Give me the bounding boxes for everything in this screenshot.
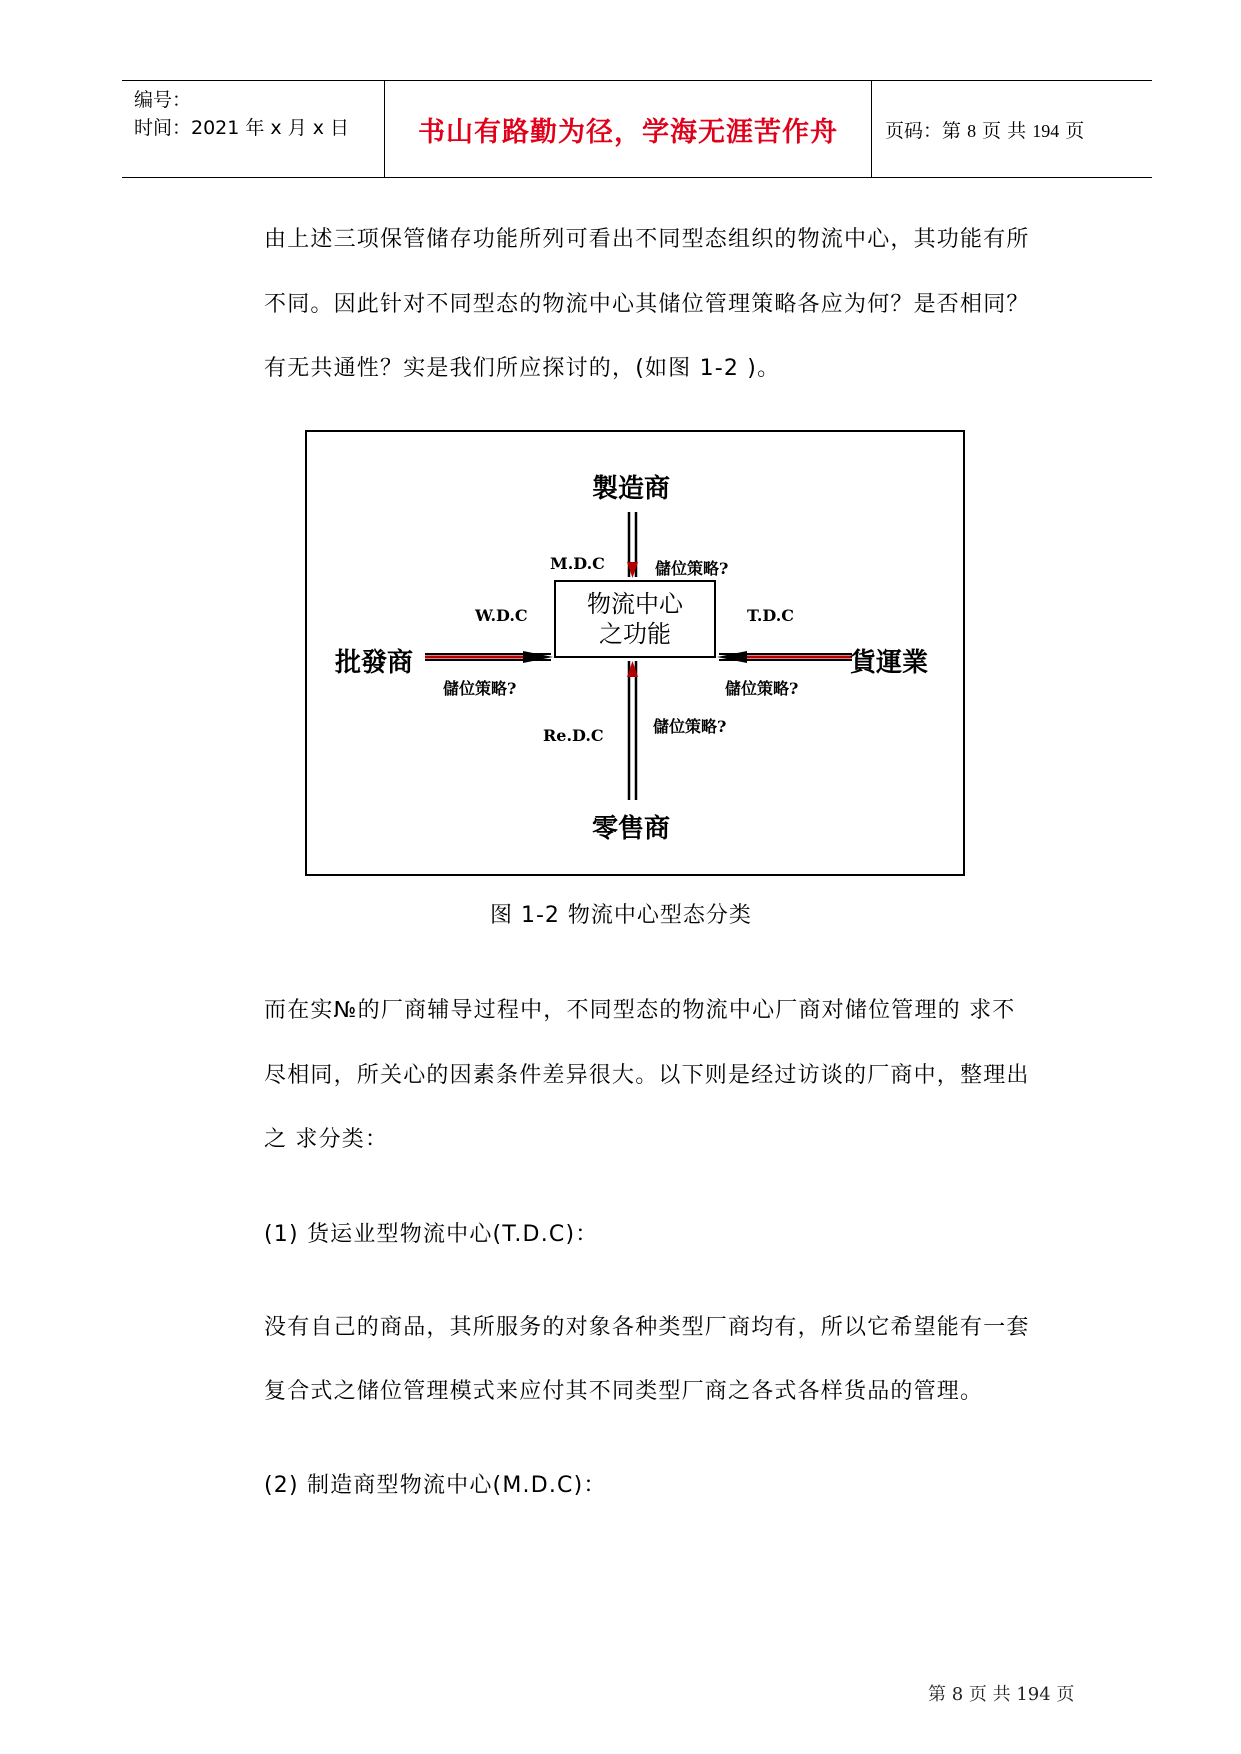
page-header (122, 80, 1152, 178)
party-freight: 貨運業 (850, 648, 929, 678)
party-wholesaler: 批發商 (335, 648, 414, 678)
paragraph-1-line-3: 有无共通性？实是我们所应探讨的，(如图 1-2 )。 (264, 356, 781, 381)
page-total-number: 194 (1032, 120, 1060, 141)
figure-1-2-diagram (305, 430, 965, 876)
party-retailer: 零售商 (592, 814, 671, 844)
arrow-right (717, 651, 852, 663)
item-1-line-1: 没有自己的商品，其所服务的对象各种类型厂商均有，所以它希望能有一套 (264, 1315, 1030, 1340)
item-2-title: (2) 制造商型物流中心(M.D.C)： (264, 1473, 607, 1498)
item-1-line-2: 复合式之储位管理模式来应付其不同类型厂商之各式各样货品的管理。 (264, 1379, 984, 1404)
logistics-center-box (554, 580, 716, 658)
page-footer: 第 8 页 共 194 页 (928, 1684, 1075, 1705)
paragraph-1-line-1: 由上述三项保管储存功能所列可看出不同型态组织的物流中心，其功能有所 (264, 227, 1030, 252)
paragraph-1-line-2: 不同。因此针对不同型态的物流中心其储位管理策略各应为何？是否相同？ (264, 292, 1030, 317)
code-tdc: T.D.C (747, 606, 795, 625)
page-label-prefix: 页码：第 (885, 119, 962, 142)
page-label-mid: 页 共 (982, 119, 1027, 142)
item-1-title: (1) 货运业型物流中心(T.D.C)： (264, 1222, 599, 1247)
strategy-label-bottom: 儲位策略? (653, 717, 727, 736)
paragraph-2-line-1: 而在实№的厂商辅导过程中，不同型态的物流中心厂商对储位管理的 求不 (264, 998, 1016, 1023)
code-mdc: M.D.C (550, 554, 605, 573)
strategy-label-top: 儲位策略? (655, 559, 729, 578)
header-page-cell (872, 81, 1152, 177)
strategy-label-right: 儲位策略? (725, 679, 799, 698)
paragraph-2-line-3: 之 求分类： (264, 1127, 389, 1152)
center-label-line-2: 之功能 (599, 620, 671, 648)
header-motto: 书山有路勤为径，学海无涯苦作舟 (418, 116, 838, 148)
document-number-label: 编号： (134, 89, 192, 111)
header-left-cell (122, 81, 384, 177)
code-wdc: W.D.C (475, 606, 528, 625)
center-label-line-1: 物流中心 (587, 590, 683, 618)
strategy-label-left: 儲位策略? (443, 679, 517, 698)
arrow-left (425, 651, 553, 663)
header-motto-cell (384, 81, 872, 177)
document-time-label: 时间：2021 年 x 月 x 日 (134, 117, 350, 139)
page-label-suffix: 页 (1065, 119, 1085, 142)
paragraph-2-line-2: 尽相同，所关心的因素条件差异很大。以下则是经过访谈的厂商中，整理出 (264, 1063, 1030, 1088)
page-current-number: 8 (967, 120, 977, 141)
party-manufacturer: 製造商 (592, 474, 671, 504)
arrow-bottom (627, 661, 638, 800)
code-redc: Re.D.C (543, 726, 604, 745)
arrow-top (627, 512, 638, 578)
figure-caption: 图 1-2 物流中心型态分类 (490, 903, 752, 928)
header-page-info (885, 116, 1084, 143)
